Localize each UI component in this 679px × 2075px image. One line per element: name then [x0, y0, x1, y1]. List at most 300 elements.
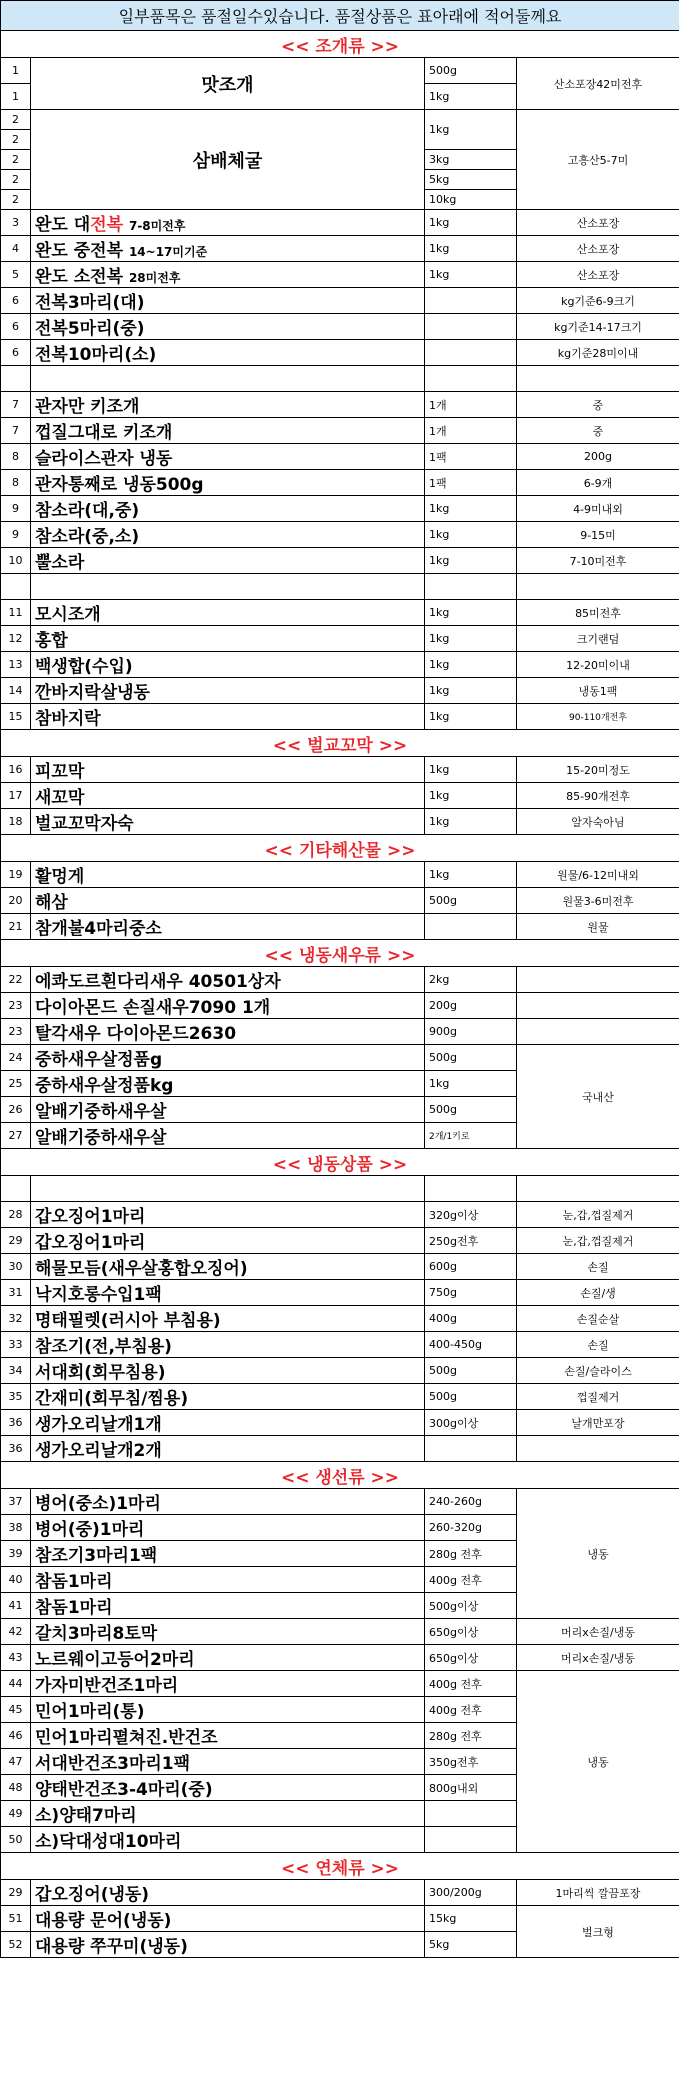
item-name: 서대회(회무침용) [31, 1358, 425, 1384]
table-row [1, 626, 679, 652]
row-number: 33 [1, 1332, 31, 1358]
table-row [1, 1906, 679, 1932]
item-unit: 5kg [425, 1932, 517, 1958]
row-number: 42 [1, 1619, 31, 1645]
row-number: 21 [1, 914, 31, 940]
item-unit: 1kg [425, 783, 517, 809]
row-number: 28 [1, 1202, 31, 1228]
blank-cell [517, 574, 679, 600]
item-name: 참바지락 [31, 704, 425, 730]
row-number: 30 [1, 1254, 31, 1280]
blank-cell [425, 366, 517, 392]
item-note: 1마리씩 깔끔포장 [517, 1880, 679, 1906]
row-number: 35 [1, 1384, 31, 1410]
table-row [1, 392, 679, 418]
item-note: kg기준14-17크기 [517, 314, 679, 340]
item-note: 냉동 [517, 1671, 679, 1853]
row-number: 49 [1, 1801, 31, 1827]
item-name-part: 완도 대 [35, 215, 91, 235]
table-row [1, 1254, 679, 1280]
item-name: 갑오징어1마리 [31, 1228, 425, 1254]
item-name: 뿔소라 [31, 548, 425, 574]
item-unit: 500g [425, 888, 517, 914]
row-number: 11 [1, 600, 31, 626]
item-unit: 240-260g [425, 1489, 517, 1515]
table-row [1, 1358, 679, 1384]
item-name [31, 236, 425, 262]
item-unit: 1kg [425, 548, 517, 574]
table-row [1, 757, 679, 783]
table-row [1, 1410, 679, 1436]
item-note: 날개만포장 [517, 1410, 679, 1436]
item-name: 간재미(회무침/찜용) [31, 1384, 425, 1410]
item-unit [425, 340, 517, 366]
table-row [1, 1489, 679, 1515]
row-number: 38 [1, 1515, 31, 1541]
item-note: 손질 [517, 1332, 679, 1358]
item-unit: 1kg [425, 809, 517, 835]
item-note: 손질순살 [517, 1306, 679, 1332]
item-unit: 1kg [425, 84, 517, 110]
table-row [1, 1332, 679, 1358]
section-title: << 조개류 >> [1, 31, 679, 58]
item-note: kg기준28미이내 [517, 340, 679, 366]
item-note [517, 993, 679, 1019]
item-name: 백생합(수입) [31, 652, 425, 678]
row-number: 10 [1, 548, 31, 574]
item-name: 양태반건조3-4마리(중) [31, 1775, 425, 1801]
section-title: << 연체류 >> [1, 1853, 679, 1880]
item-unit [425, 1827, 517, 1853]
section-header [1, 940, 679, 967]
item-name: 새꼬막 [31, 783, 425, 809]
blank-row [1, 1176, 679, 1202]
blank-cell [1, 366, 31, 392]
item-note: 200g [517, 444, 679, 470]
row-number: 1 [1, 84, 31, 110]
item-name: 참돔1마리 [31, 1593, 425, 1619]
table-row [1, 1671, 679, 1697]
item-name: 다이아몬드 손질새우7090 1개 [31, 993, 425, 1019]
blank-cell [425, 1176, 517, 1202]
row-number: 7 [1, 418, 31, 444]
highlight-text: 전복 [90, 215, 124, 235]
blank-cell [425, 574, 517, 600]
item-name: 병어(중소)1마리 [31, 1489, 425, 1515]
item-unit: 400g 전후 [425, 1697, 517, 1723]
item-unit: 1kg [425, 862, 517, 888]
row-number: 6 [1, 340, 31, 366]
item-note: kg기준6-9크기 [517, 288, 679, 314]
item-note [517, 967, 679, 993]
row-number: 6 [1, 288, 31, 314]
row-number: 29 [1, 1228, 31, 1254]
row-number: 12 [1, 626, 31, 652]
item-note: 산소포장 [517, 262, 679, 288]
item-note: 벌크형 [517, 1906, 679, 1958]
row-number: 36 [1, 1436, 31, 1462]
item-note: 눈,갑,껍질제거 [517, 1202, 679, 1228]
item-unit: 1kg [425, 236, 517, 262]
item-unit: 1kg [425, 496, 517, 522]
table-row [1, 809, 679, 835]
table-row [1, 914, 679, 940]
item-note: 머리x손질/냉동 [517, 1645, 679, 1671]
table-row [1, 1202, 679, 1228]
table-row [1, 418, 679, 444]
item-unit: 2kg [425, 967, 517, 993]
section-title: << 생선류 >> [1, 1462, 679, 1489]
row-number: 2 [1, 130, 31, 150]
blank-cell [31, 574, 425, 600]
table-row [1, 704, 679, 730]
item-name: 민어1마리펼쳐진.반건조 [31, 1723, 425, 1749]
table-row [1, 862, 679, 888]
item-unit: 1kg [425, 262, 517, 288]
item-unit: 300/200g [425, 1880, 517, 1906]
item-name: 참조기(전,부침용) [31, 1332, 425, 1358]
item-name: 해삼 [31, 888, 425, 914]
item-unit: 3kg [425, 150, 517, 170]
table-row [1, 496, 679, 522]
item-name: 에콰도르흰다리새우 40501상자 [31, 967, 425, 993]
item-name [31, 210, 425, 236]
row-number: 2 [1, 110, 31, 130]
table-row [1, 1619, 679, 1645]
section-title: << 냉동새우류 >> [1, 940, 679, 967]
table-row [1, 1436, 679, 1462]
row-number: 50 [1, 1827, 31, 1853]
row-number: 29 [1, 1880, 31, 1906]
item-note: 손질/생 [517, 1280, 679, 1306]
item-name: 민어1마리(통) [31, 1697, 425, 1723]
item-name: 가자미반건조1마리 [31, 1671, 425, 1697]
item-note: 12-20미이내 [517, 652, 679, 678]
item-note: 원물3-6미전후 [517, 888, 679, 914]
item-name: 낙지호롱수입1팩 [31, 1280, 425, 1306]
item-name-part: 7-8미전후 [128, 219, 186, 233]
item-unit: 1kg [425, 1071, 517, 1097]
table-row [1, 1880, 679, 1906]
item-name: 참소라(대,중) [31, 496, 425, 522]
item-name: 갑오징어1마리 [31, 1202, 425, 1228]
item-unit: 1팩 [425, 444, 517, 470]
item-unit: 800g내외 [425, 1775, 517, 1801]
item-name: 홍합 [31, 626, 425, 652]
table-row [1, 600, 679, 626]
item-name-part: 28미전후 [128, 271, 181, 285]
table-row [1, 470, 679, 496]
item-name: 중하새우살정품g [31, 1045, 425, 1071]
item-unit: 250g전후 [425, 1228, 517, 1254]
table-row [1, 888, 679, 914]
item-unit: 650g이상 [425, 1619, 517, 1645]
row-number: 8 [1, 470, 31, 496]
item-name: 생가오리날개1개 [31, 1410, 425, 1436]
item-note: 냉동 [517, 1489, 679, 1619]
table-row [1, 210, 679, 236]
item-unit: 1개 [425, 418, 517, 444]
item-unit: 900g [425, 1019, 517, 1045]
row-number: 46 [1, 1723, 31, 1749]
item-unit [425, 1801, 517, 1827]
row-number: 14 [1, 678, 31, 704]
item-unit: 300g이상 [425, 1410, 517, 1436]
item-unit: 1kg [425, 704, 517, 730]
item-name: 모시조개 [31, 600, 425, 626]
item-unit: 1kg [425, 678, 517, 704]
blank-cell [1, 1176, 31, 1202]
row-number: 20 [1, 888, 31, 914]
table-row [1, 783, 679, 809]
item-unit: 1kg [425, 210, 517, 236]
item-unit: 500g [425, 58, 517, 84]
item-note: 산소포장 [517, 210, 679, 236]
table-row [1, 1019, 679, 1045]
item-unit [425, 314, 517, 340]
item-note: 중 [517, 392, 679, 418]
item-unit: 1kg [425, 652, 517, 678]
row-number: 2 [1, 150, 31, 170]
row-number: 41 [1, 1593, 31, 1619]
table-row [1, 967, 679, 993]
item-note: 냉동1팩 [517, 678, 679, 704]
item-note: 15-20미정도 [517, 757, 679, 783]
item-name: 갑오징어(냉동) [31, 1880, 425, 1906]
item-name: 소)닥대성대10마리 [31, 1827, 425, 1853]
row-number: 4 [1, 236, 31, 262]
section-header [1, 835, 679, 862]
item-name: 삼배체굴 [31, 110, 425, 210]
item-name: 관자만 키조개 [31, 392, 425, 418]
item-name [31, 262, 425, 288]
row-number: 45 [1, 1697, 31, 1723]
item-name-part: 완도 중전복 [35, 241, 124, 261]
item-unit [425, 288, 517, 314]
row-number: 26 [1, 1097, 31, 1123]
row-number: 27 [1, 1123, 31, 1149]
item-name: 전복5마리(중) [31, 314, 425, 340]
item-note [517, 1019, 679, 1045]
row-number: 43 [1, 1645, 31, 1671]
item-unit: 5kg [425, 170, 517, 190]
item-name: 전복10마리(소) [31, 340, 425, 366]
row-number: 37 [1, 1489, 31, 1515]
row-number: 39 [1, 1541, 31, 1567]
row-number: 44 [1, 1671, 31, 1697]
item-unit: 400-450g [425, 1332, 517, 1358]
item-note: 9-15미 [517, 522, 679, 548]
item-note: 알자숙아님 [517, 809, 679, 835]
item-unit: 1kg [425, 757, 517, 783]
table-row [1, 262, 679, 288]
row-number: 52 [1, 1932, 31, 1958]
row-number: 16 [1, 757, 31, 783]
item-note: 85-90개전후 [517, 783, 679, 809]
item-name: 맛조개 [31, 58, 425, 110]
item-name: 참개불4마리중소 [31, 914, 425, 940]
blank-cell [31, 1176, 425, 1202]
item-unit: 750g [425, 1280, 517, 1306]
item-note: 산소포장 [517, 236, 679, 262]
item-name: 서대반건조3마리1팩 [31, 1749, 425, 1775]
row-number: 18 [1, 809, 31, 835]
row-number: 17 [1, 783, 31, 809]
row-number: 9 [1, 496, 31, 522]
item-note: 4-9미내외 [517, 496, 679, 522]
item-unit: 500g [425, 1358, 517, 1384]
table-row [1, 236, 679, 262]
item-unit: 1개 [425, 392, 517, 418]
item-note [517, 1436, 679, 1462]
item-note: 고흥산5-7미 [517, 110, 679, 210]
item-unit: 650g이상 [425, 1645, 517, 1671]
notice-row [1, 1, 679, 31]
table-row [1, 1228, 679, 1254]
item-name: 탈각새우 다이아몬드2630 [31, 1019, 425, 1045]
item-note: 90-110개전후 [517, 704, 679, 730]
section-header [1, 31, 679, 58]
item-unit: 1kg [425, 110, 517, 150]
row-number: 7 [1, 392, 31, 418]
row-number: 23 [1, 1019, 31, 1045]
row-number: 19 [1, 862, 31, 888]
item-note: 85미전후 [517, 600, 679, 626]
item-name: 소)양태7마리 [31, 1801, 425, 1827]
item-name: 벌교꼬막자숙 [31, 809, 425, 835]
item-name: 관자통째로 냉동500g [31, 470, 425, 496]
section-header [1, 1149, 679, 1176]
table-row [1, 1280, 679, 1306]
item-unit: 2개/1키로 [425, 1123, 517, 1149]
section-title: << 벌교꼬막 >> [1, 730, 679, 757]
table-row [1, 314, 679, 340]
table-row [1, 58, 679, 84]
item-note: 손질/슬라이스 [517, 1358, 679, 1384]
table-row [1, 110, 679, 130]
item-unit [425, 914, 517, 940]
table-row [1, 1306, 679, 1332]
notice-text: 일부품목은 품절일수있습니다. 품절상품은 표아래에 적어둘께요 [1, 1, 679, 31]
item-unit [425, 1436, 517, 1462]
item-unit: 400g 전후 [425, 1567, 517, 1593]
table-row [1, 1045, 679, 1071]
row-number: 22 [1, 967, 31, 993]
row-number: 15 [1, 704, 31, 730]
blank-row [1, 366, 679, 392]
table-row [1, 652, 679, 678]
item-name-part: 14~17미기준 [128, 245, 208, 259]
item-unit: 280g 전후 [425, 1723, 517, 1749]
row-number: 23 [1, 993, 31, 1019]
table-row [1, 340, 679, 366]
item-name: 껍질그대로 키조개 [31, 418, 425, 444]
item-name: 깐바지락살냉동 [31, 678, 425, 704]
item-note: 원물/6-12미내외 [517, 862, 679, 888]
row-number: 13 [1, 652, 31, 678]
section-header [1, 730, 679, 757]
table-row [1, 444, 679, 470]
section-title: << 기타해산물 >> [1, 835, 679, 862]
row-number: 1 [1, 58, 31, 84]
item-unit: 15kg [425, 1906, 517, 1932]
item-note: 6-9개 [517, 470, 679, 496]
item-name: 참소라(중,소) [31, 522, 425, 548]
row-number: 36 [1, 1410, 31, 1436]
item-name: 명태필렛(러시아 부침용) [31, 1306, 425, 1332]
table-row [1, 678, 679, 704]
row-number: 32 [1, 1306, 31, 1332]
item-note: 크기랜덤 [517, 626, 679, 652]
section-title: << 냉동상품 >> [1, 1149, 679, 1176]
row-number: 2 [1, 170, 31, 190]
table-row [1, 1645, 679, 1671]
item-unit: 350g전후 [425, 1749, 517, 1775]
item-unit: 1kg [425, 626, 517, 652]
blank-row [1, 574, 679, 600]
item-unit: 400g [425, 1306, 517, 1332]
item-note: 껍질제거 [517, 1384, 679, 1410]
item-unit: 280g 전후 [425, 1541, 517, 1567]
item-name: 활멍게 [31, 862, 425, 888]
item-name: 노르웨이고등어2마리 [31, 1645, 425, 1671]
row-number: 3 [1, 210, 31, 236]
row-number: 9 [1, 522, 31, 548]
table-row [1, 1384, 679, 1410]
item-note: 머리x손질/냉동 [517, 1619, 679, 1645]
table-row [1, 993, 679, 1019]
row-number: 31 [1, 1280, 31, 1306]
item-name: 병어(중)1마리 [31, 1515, 425, 1541]
table-row [1, 548, 679, 574]
blank-cell [1, 574, 31, 600]
section-header [1, 1853, 679, 1880]
item-name: 슬라이스관자 냉동 [31, 444, 425, 470]
item-name: 해물모듬(새우살홍합오징어) [31, 1254, 425, 1280]
item-note: 손질 [517, 1254, 679, 1280]
row-number: 8 [1, 444, 31, 470]
item-unit: 500g [425, 1097, 517, 1123]
item-unit: 500g [425, 1384, 517, 1410]
item-name: 참돔1마리 [31, 1567, 425, 1593]
item-unit: 500g [425, 1045, 517, 1071]
item-name: 대용량 쭈꾸미(냉동) [31, 1932, 425, 1958]
item-note: 국내산 [517, 1045, 679, 1149]
item-name: 전복3마리(대) [31, 288, 425, 314]
item-note: 원물 [517, 914, 679, 940]
item-name: 알배기중하새우살 [31, 1097, 425, 1123]
row-number: 51 [1, 1906, 31, 1932]
row-number: 5 [1, 262, 31, 288]
item-name: 중하새우살정품kg [31, 1071, 425, 1097]
table-row [1, 522, 679, 548]
item-name-part: 완도 소전복 [35, 267, 124, 287]
row-number: 47 [1, 1749, 31, 1775]
item-unit: 200g [425, 993, 517, 1019]
item-unit: 600g [425, 1254, 517, 1280]
blank-cell [31, 366, 425, 392]
item-unit: 1kg [425, 522, 517, 548]
item-unit: 10kg [425, 190, 517, 210]
blank-cell [517, 1176, 679, 1202]
section-header [1, 1462, 679, 1489]
row-number: 40 [1, 1567, 31, 1593]
item-unit: 320g이상 [425, 1202, 517, 1228]
item-note: 7-10미전후 [517, 548, 679, 574]
item-name: 생가오리날개2개 [31, 1436, 425, 1462]
row-number: 2 [1, 190, 31, 210]
item-name: 참조기3마리1팩 [31, 1541, 425, 1567]
